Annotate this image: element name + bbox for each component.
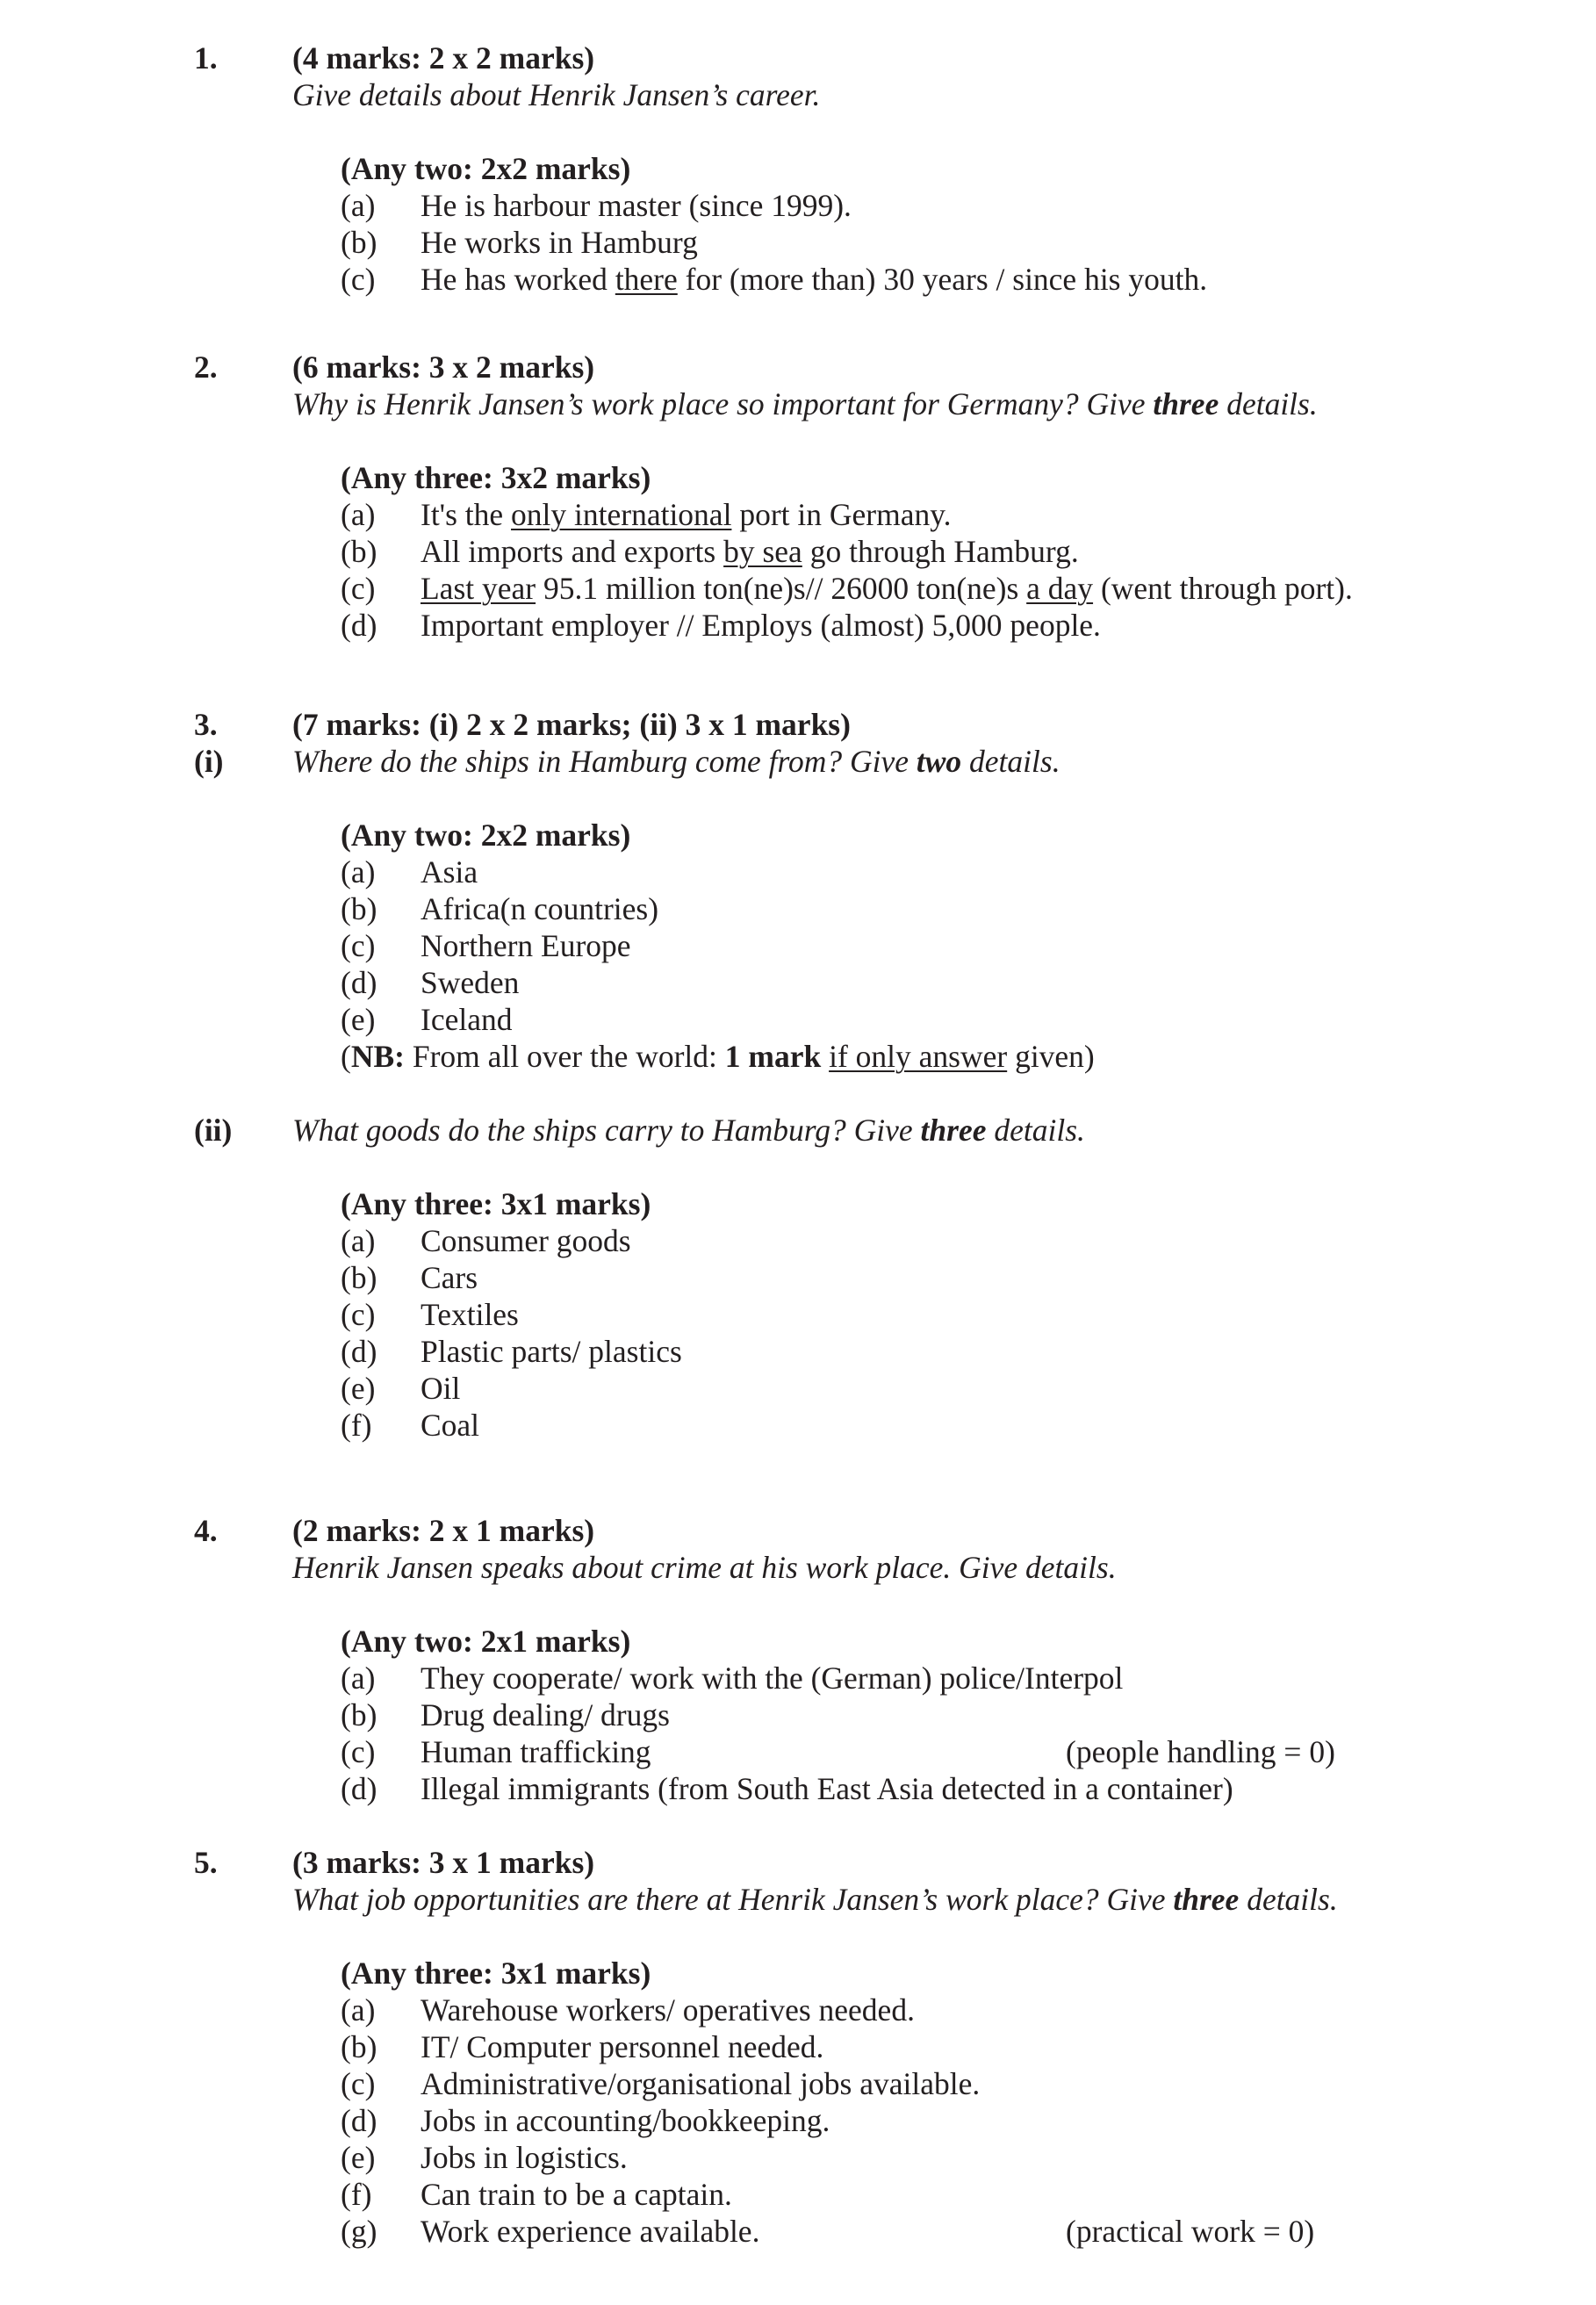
answer-label: (a)	[341, 854, 376, 890]
answer-item	[0, 2139, 1596, 2176]
answer-item	[0, 570, 1596, 607]
answer-label: (d)	[341, 2103, 377, 2138]
marks-allocation: (4 marks: 2 x 2 marks)	[292, 40, 595, 76]
answer-text: Work experience available.	[421, 2214, 760, 2249]
answer-label: (c)	[341, 1734, 376, 1769]
question-number: 4.	[194, 1513, 218, 1548]
answer-text: Drug dealing/ drugs	[421, 1697, 670, 1732]
answer-text: Illegal immigrants (from South East Asia detected in a container)	[421, 1771, 1233, 1806]
marks-allocation: (6 marks: 3 x 2 marks)	[292, 349, 595, 385]
answer-label: (b)	[341, 1697, 377, 1732]
nb-note: (NB: From all over the world: 1 mark if only answer given)	[341, 1039, 1095, 1074]
question-number: 2.	[194, 349, 218, 385]
answer-item	[0, 2102, 1596, 2139]
any-instruction: (Any two: 2x2 marks)	[341, 151, 631, 186]
answer-item	[0, 261, 1596, 298]
question-prompt: Where do the ships in Hamburg come from? Give two details.	[292, 744, 1060, 779]
answer-text: Africa(n countries)	[421, 891, 659, 926]
answer-text: Can train to be a captain.	[421, 2177, 732, 2212]
answer-label: (d)	[341, 965, 377, 1000]
answer-label: (e)	[341, 2140, 376, 2175]
any-instruction: (Any three: 3x2 marks)	[341, 460, 651, 495]
answer-label: (c)	[341, 2066, 376, 2101]
answer-text: IT/ Computer personnel needed.	[421, 2029, 824, 2064]
answer-label: (e)	[341, 1002, 376, 1037]
answer-item	[0, 854, 1596, 890]
answer-item	[0, 1696, 1596, 1733]
answer-text: They cooperate/ work with the (German) police/Interpol	[421, 1660, 1124, 1696]
answer-label: (a)	[341, 188, 376, 223]
answer-label: (c)	[341, 1297, 376, 1332]
answer-text: It's the only international port in Germany.	[421, 497, 952, 532]
answer-text: Iceland	[421, 1002, 513, 1037]
answer-item	[0, 533, 1596, 570]
answer-label: (c)	[341, 262, 376, 297]
answer-label: (a)	[341, 1223, 376, 1258]
underlined-keyword: by sea	[723, 534, 802, 569]
marks-allocation: (2 marks: 2 x 1 marks)	[292, 1513, 595, 1548]
question-number: 3.	[194, 707, 218, 742]
answer-text: Warehouse workers/ operatives needed.	[421, 1992, 915, 2028]
any-instruction: (Any three: 3x1 marks)	[341, 1186, 651, 1221]
underlined-keyword: if only answer	[829, 1039, 1008, 1074]
underlined-keyword: a day	[1026, 571, 1094, 606]
answer-item	[0, 224, 1596, 261]
answer-item	[0, 2176, 1596, 2213]
answer-label: (a)	[341, 497, 376, 532]
answer-item	[0, 607, 1596, 644]
question-prompt: What job opportunities are there at Henrik Jansen’s work place? Give three details.	[292, 1882, 1338, 1917]
answer-item	[0, 2213, 1596, 2250]
answer-label: (b)	[341, 1260, 377, 1295]
answer-text: Textiles	[421, 1297, 519, 1332]
answer-item	[0, 1370, 1596, 1407]
answer-label: (c)	[341, 571, 376, 606]
answer-label: (a)	[341, 1660, 376, 1696]
marking-note: (practical work = 0)	[1066, 2214, 1315, 2249]
answer-item	[0, 1770, 1596, 1807]
answer-item	[0, 1333, 1596, 1370]
answer-item	[0, 1992, 1596, 2028]
answer-item	[0, 927, 1596, 964]
marking-note: (people handling = 0)	[1066, 1734, 1335, 1769]
question-prompt: What goods do the ships carry to Hamburg? Give three details.	[292, 1113, 1085, 1148]
answer-label: (f)	[341, 2177, 372, 2212]
answer-item	[0, 2028, 1596, 2065]
answer-text: Consumer goods	[421, 1223, 631, 1258]
answer-item	[0, 496, 1596, 533]
answer-label: (f)	[341, 1408, 372, 1443]
question-prompt: Give details about Henrik Jansen’s career.	[292, 77, 821, 112]
answer-item	[0, 1001, 1596, 1038]
answer-label: (g)	[341, 2214, 377, 2249]
answer-label: (d)	[341, 1771, 377, 1806]
answer-text: Jobs in accounting/bookkeeping.	[421, 2103, 830, 2138]
question-number: 5.	[194, 1845, 218, 1880]
answer-label: (d)	[341, 1334, 377, 1369]
answer-text: Administrative/organisational jobs available.	[421, 2066, 981, 2101]
question-number: 1.	[194, 40, 218, 76]
answer-text: Jobs in logistics.	[421, 2140, 628, 2175]
answer-text: He has worked there for (more than) 30 years / since his youth.	[421, 262, 1208, 297]
answer-label: (b)	[341, 2029, 377, 2064]
any-instruction: (Any two: 2x2 marks)	[341, 818, 631, 853]
answer-item	[0, 1660, 1596, 1696]
answer-item	[0, 1407, 1596, 1444]
answer-label: (e)	[341, 1371, 376, 1406]
answer-item	[0, 1222, 1596, 1259]
answer-label: (b)	[341, 225, 377, 260]
answer-item	[0, 1296, 1596, 1333]
part-number: (ii)	[194, 1113, 233, 1148]
answer-item	[0, 890, 1596, 927]
answer-label: (c)	[341, 928, 376, 963]
answer-item	[0, 187, 1596, 224]
answer-item	[0, 964, 1596, 1001]
question-prompt: Why is Henrik Jansen’s work place so important for Germany? Give three details.	[292, 386, 1318, 421]
answer-item	[0, 1259, 1596, 1296]
answer-text: Oil	[421, 1371, 461, 1406]
answer-label: (a)	[341, 1992, 376, 2028]
marks-allocation: (3 marks: 3 x 1 marks)	[292, 1845, 595, 1880]
answer-label: (b)	[341, 891, 377, 926]
marks-allocation: (7 marks: (i) 2 x 2 marks; (ii) 3 x 1 marks)	[292, 707, 851, 742]
answer-text: Plastic parts/ plastics	[421, 1334, 682, 1369]
answer-text: He works in Hamburg	[421, 225, 698, 260]
answer-text: Northern Europe	[421, 928, 631, 963]
underlined-keyword: Last year	[421, 571, 536, 606]
answer-text: Sweden	[421, 965, 520, 1000]
answer-text: Important employer // Employs (almost) 5,000 people.	[421, 608, 1101, 643]
answer-text: Asia	[421, 854, 478, 890]
answer-text: Last year 95.1 million ton(ne)s// 26000 ton(ne)s a day (went through port).	[421, 571, 1353, 606]
answer-item	[0, 1733, 1596, 1770]
answer-text: Cars	[421, 1260, 478, 1295]
answer-item	[0, 2065, 1596, 2102]
answer-text: Human trafficking	[421, 1734, 651, 1769]
any-instruction: (Any two: 2x1 marks)	[341, 1624, 631, 1659]
answer-label: (d)	[341, 608, 377, 643]
question-prompt: Henrik Jansen speaks about crime at his work place. Give details.	[292, 1550, 1117, 1585]
underlined-keyword: only international	[511, 497, 732, 532]
answer-text: He is harbour master (since 1999).	[421, 188, 852, 223]
part-number: (i)	[194, 744, 224, 779]
answer-label: (b)	[341, 534, 377, 569]
answer-text: All imports and exports by sea go through Hamburg.	[421, 534, 1079, 569]
any-instruction: (Any three: 3x1 marks)	[341, 1956, 651, 1991]
underlined-keyword: there	[615, 262, 678, 297]
answer-text: Coal	[421, 1408, 480, 1443]
